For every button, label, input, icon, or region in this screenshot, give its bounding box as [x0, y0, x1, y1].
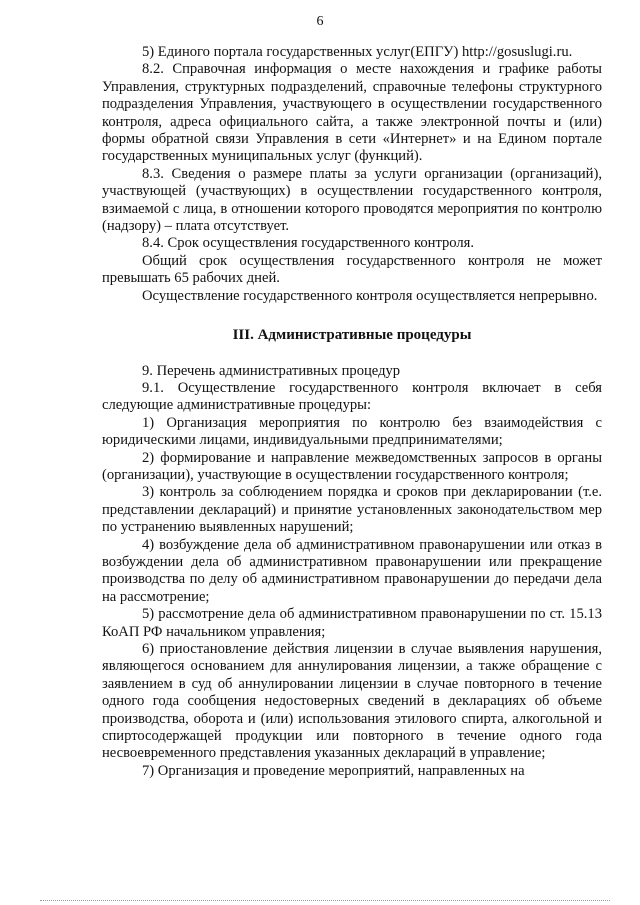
paragraph: Осуществление государственного контроля осуществляется непрерывно.: [142, 287, 598, 304]
page-number: 6: [316, 14, 324, 29]
section-heading: III. Административные процедуры: [232, 327, 472, 344]
list-item: 7) Организация и проведение мероприятий, направленных на: [142, 762, 525, 779]
list-item: 5) рассмотрение дела об административном правонарушении по ст. 15.13 КоАП РФ начальником управления;: [102, 606, 602, 640]
list-item: 1) Организация мероприятия по контролю без взаимодействия с юридическими лицами, индивидуальными предпринимателями;: [102, 414, 602, 449]
paragraph: 8.3. Сведения о размере платы за услуги организации (организаций), участвующей (участвующих) в осуществлении государственного контроля, взимаемой с лица, в отношении которого проводятся мероприятия по контролю (надзору) – плата отсутствует.: [102, 165, 602, 235]
paragraph: 8.2. Справочная информация о месте нахождения и графике работы Управления, структурных подразделений, справочные телефоны структурного подразделения Управления, участвующего в осуществлении государственного контроля, адреса официального сайта, а также электронной почты и (или) формы обратной связи Управления в сети «Интернет» и на Едином портале государственных муниципальных услуг (функций).: [102, 61, 602, 165]
paragraph: 9.1. Осуществление государственного контроля включает в себя следующие административные процедуры:: [102, 379, 602, 414]
paragraph: Общий срок осуществления государственного контроля не может превышать 65 рабочих дней.: [102, 252, 602, 287]
document-body: [102, 44, 602, 780]
list-item: 2) формирование и направление межведомственных запросов в органы (организации), участвующие в осуществлении государственного контроля;: [102, 449, 602, 483]
list-item: 6) приостановление действия лицензии в случае выявления нарушения, являющегося основанием для аннулирования лицензии, а также обращение с заявлением в суд об аннулировании лицензии в случае повторного в течение одного года сообщения недостоверных сведений в декларациях об объеме производства, оборота и (или) использования этилового спирта, алкогольной и спиртосодержащей продукции или повторного в течение одного года несвоевременного представления указанных деклараций в управление;: [102, 641, 602, 762]
paragraph: 5) Единого портала государственных услуг(ЕПГУ) http://gosuslugi.ru.: [142, 44, 573, 60]
list-item: 3) контроль за соблюдением порядка и сроков при декларировании (т.е. представлении деклараций) и принятие установленных законодательством мер по устранению выявленных нарушений;: [102, 484, 602, 536]
paragraph: 8.4. Срок осуществления государственного контроля.: [142, 235, 475, 252]
scan-artifact-line: [40, 898, 610, 901]
list-item: 4) возбуждение дела об административном правонарушении или отказ в возбуждении дела об административном правонарушении или прекращение производства по делу об административном правонарушении до передачи дела на рассмотрение;: [102, 536, 602, 605]
paragraph: 9. Перечень административных процедур: [142, 362, 401, 379]
